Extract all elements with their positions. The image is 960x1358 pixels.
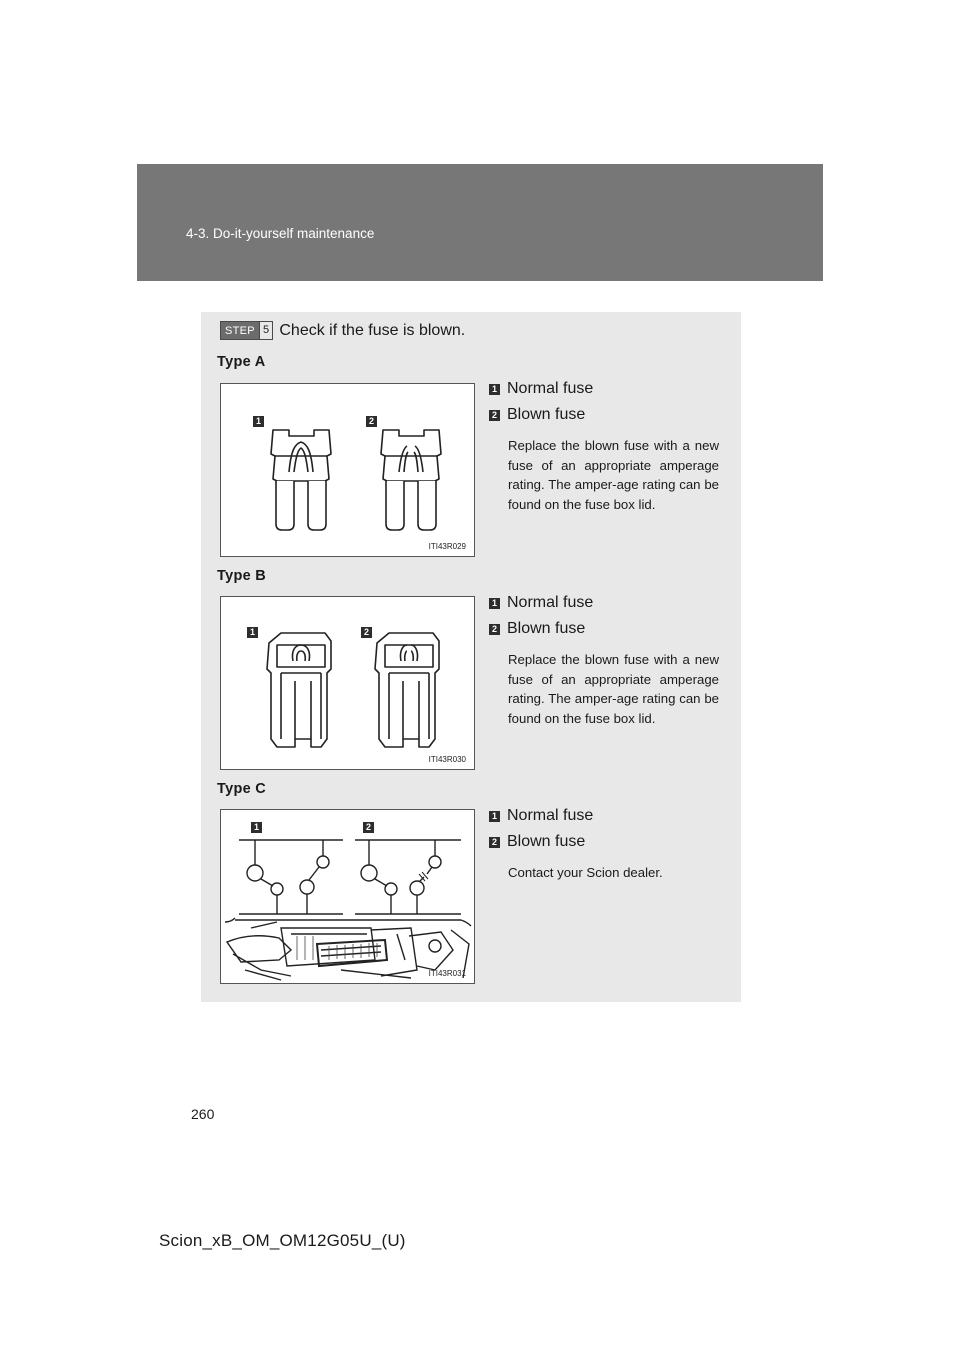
legend-item [489, 376, 719, 402]
legend-item [489, 829, 719, 855]
figure-callout-2: 2 [363, 822, 374, 833]
type-b-legend [489, 590, 719, 728]
legend-label: Blown fuse [507, 833, 586, 850]
legend-label: Normal fuse [507, 594, 594, 611]
step-badge [220, 321, 273, 340]
figure-code: ITI43R030 [428, 755, 466, 764]
blade-fuse-illustration [221, 384, 474, 556]
type-a-legend [489, 376, 719, 514]
fusible-link-illustration [221, 810, 474, 983]
legend-callout-2: 2 [489, 624, 500, 635]
step-panel [201, 312, 741, 1002]
step-row [220, 321, 465, 340]
legend-callout-1: 1 [489, 811, 500, 822]
type-c-legend [489, 803, 719, 883]
type-c-heading: Type C [217, 781, 267, 797]
figure-code: ITI43R031 [428, 969, 466, 978]
type-b-figure [220, 596, 475, 770]
document-code: Scion_xB_OM_OM12G05U_(U) [159, 1231, 406, 1250]
step-number: 5 [259, 322, 272, 339]
legend-callout-2: 2 [489, 410, 500, 421]
dealer-note: Contact your Scion dealer. [508, 865, 663, 880]
legend-label: Normal fuse [507, 807, 594, 824]
type-c-figure [220, 809, 475, 984]
legend-label: Blown fuse [507, 620, 586, 637]
legend-label: Blown fuse [507, 406, 586, 423]
figure-callout-2: 2 [366, 416, 377, 427]
replacement-note: Replace the blown fuse with a new fuse of an appropriate amperage rating. The amper-age rating can be found on the fuse box lid. [508, 652, 719, 726]
legend-item [489, 616, 719, 642]
type-a-heading: Type A [217, 354, 266, 370]
replacement-note: Replace the blown fuse with a new fuse of an appropriate amperage rating. The amper-age rating can be found on the fuse box lid. [508, 438, 719, 512]
legend-callout-2: 2 [489, 837, 500, 848]
page-number: 260 [191, 1106, 215, 1122]
legend-item [489, 590, 719, 616]
figure-callout-1: 1 [253, 416, 264, 427]
section-header-band [137, 164, 823, 281]
figure-code: ITI43R029 [428, 542, 466, 551]
figure-callout-1: 1 [251, 822, 262, 833]
cartridge-fuse-illustration [221, 597, 474, 769]
legend-item [489, 803, 719, 829]
type-b-heading: Type B [217, 568, 267, 584]
legend-label: Normal fuse [507, 380, 594, 397]
legend-item [489, 402, 719, 428]
legend-callout-1: 1 [489, 384, 500, 395]
figure-callout-1: 1 [247, 627, 258, 638]
step-word: STEP [225, 324, 255, 337]
type-a-figure [220, 383, 475, 557]
legend-callout-1: 1 [489, 598, 500, 609]
figure-callout-2: 2 [361, 627, 372, 638]
step-instruction: Check if the fuse is blown. [279, 321, 466, 339]
section-title: 4-3. Do-it-yourself maintenance [186, 226, 375, 241]
